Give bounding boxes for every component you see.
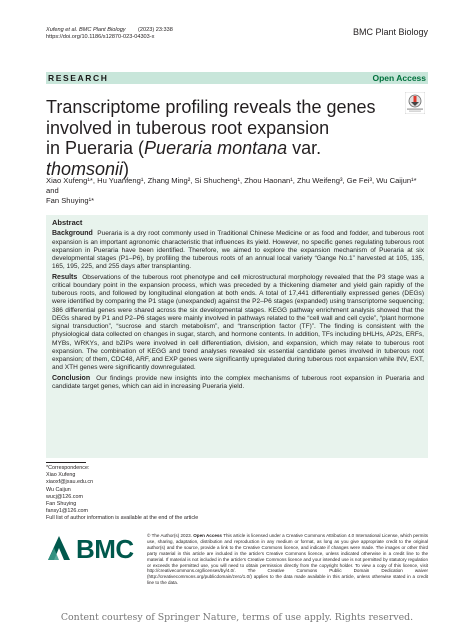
citation-author: Xufeng et al. BMC Plant Biology [46, 27, 126, 33]
correspondence-email[interactable]: xiaoxf@jxau.edu.cn [46, 479, 94, 486]
article-title [46, 97, 396, 179]
bmc-logo-icon [46, 534, 72, 562]
bmc-logo-text: BMC [76, 534, 134, 564]
citation-year: (2023) 23:338 [138, 27, 173, 33]
springer-footer: Content courtesy of Springer Nature, terms of use apply. Rights reserved. [60, 612, 414, 623]
correspondence-name: Fan Shuying [46, 501, 77, 508]
abstract-conclusion: Conclusion Our findings provide new insights into the complex mechanisms of tuberous root expansion in Pueraria and candidate target genes, which can aid in increasing Pueraria yield. [52, 374, 424, 390]
authors-line-2: Fan Shuying¹* [46, 196, 95, 205]
abstract-heading: Abstract [52, 218, 83, 227]
correspondence-divider [46, 462, 86, 463]
title-line-2: involved in tuberous root expansion [46, 117, 330, 138]
journal-name: BMC Plant Biology [352, 27, 428, 37]
check-for-updates-icon[interactable] [405, 92, 425, 114]
abstract-results: Results Observations of the tuberous root phenotype and cell microstructural morphology revealed that the P3 stage was a critical boundary point in the expansion process, which was preceded by a thickening diameter and yield gain rapidly of the tuberous roots, and followed by longitudinal elongation at both ends. A total of 17,441 differentially expressed genes (DEGs) were identified by comparing the P1 stage (unexpanded) against the P2–P6 stages (expanded) using transcriptome sequencing; 386 differential genes were shared across the six developmental stages. KEGG pathway enrichment analysis showed that the DEGs shared by P1 and P2–P6 stages were mainly involved in pathways related to the “cell wall and cell cycle”, “plant hormone signal transduction”, “sucrose and starch metabolism”, and “transcription factor (TF)”. The finding is consistent with the physiological data collected on changes in sugar, starch, and hormone contents. In addition, TFs including bHLHs, AP2s, ERFs, MYBs, WRKYs, and bZIPs were involved in cell differentiation, division, and expansion, which may relate to tuberous root expansion. The combination of KEGG and trend analyses revealed six essential candidate genes involved in tuberous root expansion; of them, CDC48, ARF, and EXP genes were significantly upregulated during tuberous root expansion while INV, EXT, and XTH genes were significantly downregulated. [52, 273, 425, 372]
title-line-3: in Pueraria (Pueraria montana var. thomsonii) [46, 138, 322, 179]
running-header-citation [46, 27, 173, 42]
license-statement: © The Author(s) 2023. Open Access This article is licensed under a Creative Commons Attribution 4.0 International License, which permits use, sharing, adaptation, distribution and reproduction in any medium or format, as long as you give appropriate credit to the original author(s) and the source, provide a link to the Creative Commons licence, and indicate if changes were made. The images or other third party material in this article are included in the article’s Creative Commons licence, unless indicated otherwise in a credit line to the material. If material is not included in the article’s Creative Commons licence and your intended use is not permitted by statutory regulation or exceeds the permitted use, you will need to obtain permission directly from the copyright holder. To view a copy of this licence, visit http://creativecommons.org/licenses/by/4.0/. The Creative Commons Public Domain Dedication waiver (http://creativecommons.org/publicdomain/zero/1.0/) applies to the data made available in this article, unless otherwise stated in a credit line to the data. [147, 533, 429, 586]
author-info-note: Full list of author information is available at the end of the article [46, 515, 199, 521]
correspondence-label: *Correspondence: [46, 465, 90, 471]
title-line-1: Transcriptome profiling reveals the genes [46, 97, 376, 117]
correspondence-email[interactable]: wucj@126.com [46, 493, 83, 500]
article-type-label: RESEARCH [48, 73, 109, 83]
open-access-label: Open Access [372, 73, 426, 83]
correspondence-name: Xiao Xufeng [46, 472, 76, 479]
correspondence-name: Wu Caijun [46, 486, 71, 493]
doi-link[interactable]: https://doi.org/10.1186/s12870-023-04303-x [46, 34, 155, 41]
author-list [46, 176, 426, 206]
correspondence [46, 465, 156, 515]
authors-line-1: Xiao Xufeng¹*, Hu Yuanfeng¹, Zhang Ming², Si Shucheng¹, Zhou Haonan¹, Zhu Weifeng³, Ge Fei³, Wu Caijun¹* and [46, 176, 417, 195]
correspondence-email[interactable]: fansy1@126.com [46, 508, 89, 515]
abstract [52, 219, 424, 393]
abstract-background: Background Pueraria is a dry root commonly used in Traditional Chinese Medicine or as food and fodder, and tuberous root expansion is an important agronomic characteristic that influences its yield. However, no specific genes regulating tuberous root expansion in Pueraria have been identified. Therefore, we aimed to explore the expansion mechanism of Pueraria at six developmental stages (P1–P6), by profiling the tuberous roots of an annual local variety “Gange No.1” harvested at 105, 135, 165, 195, 225, and 255 days after transplanting. [52, 230, 424, 271]
